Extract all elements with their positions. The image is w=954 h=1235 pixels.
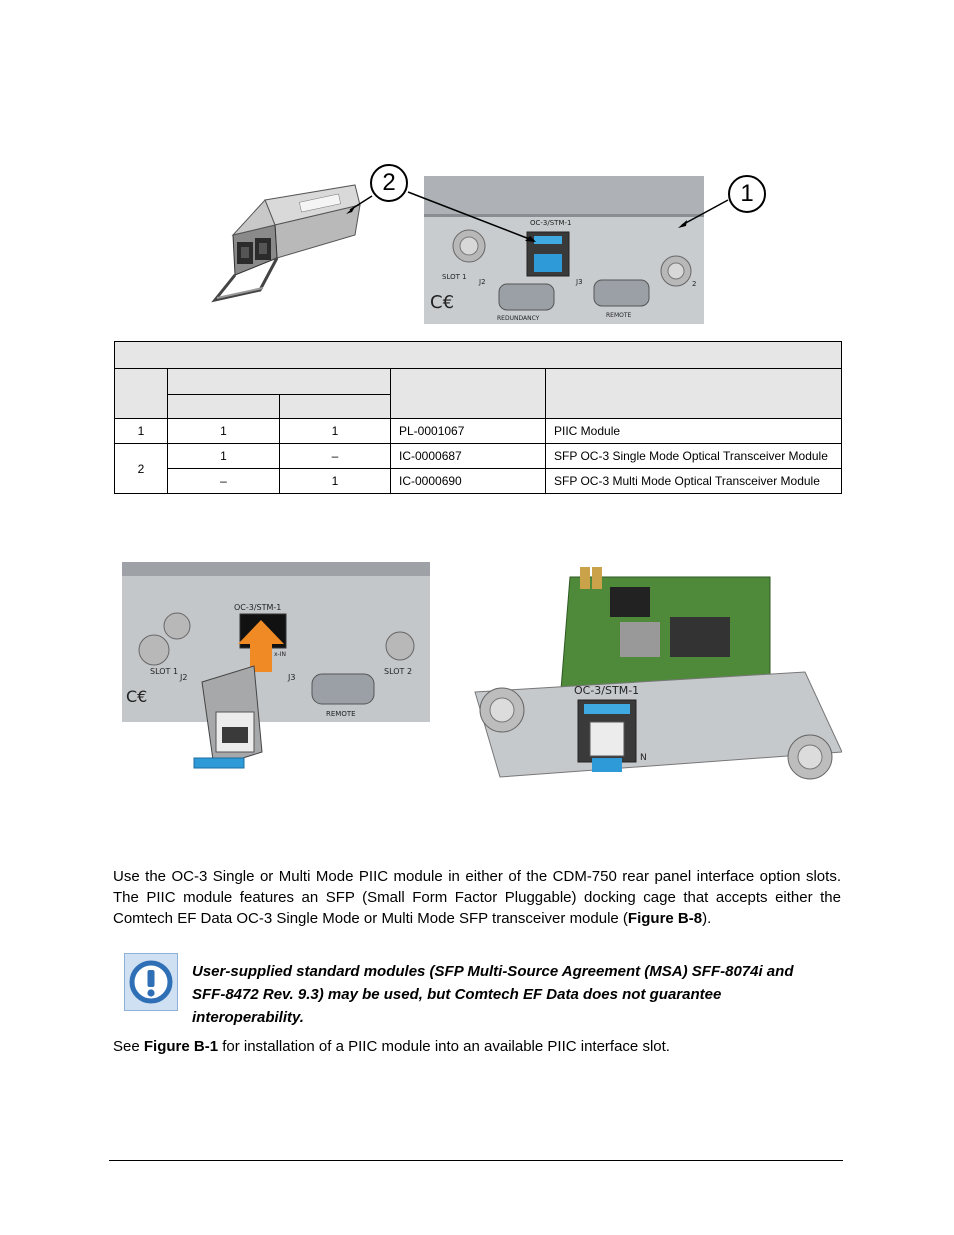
table-header-row	[115, 369, 842, 395]
left-j3: J3	[288, 673, 296, 682]
figure-b1-reference[interactable]: Figure B-1	[143, 1038, 219, 1055]
table-row	[115, 469, 842, 494]
header-qty-a	[168, 395, 280, 419]
intro-paragraph	[113, 866, 841, 929]
j2-label: J2	[479, 278, 486, 286]
footer-rule	[109, 1160, 843, 1161]
callout-2: 2	[370, 164, 408, 202]
see-prefix: See	[113, 1038, 144, 1055]
slot1-label: SLOT 1	[442, 273, 467, 281]
callout-leaders	[0, 0, 954, 340]
svg-text:C€: C€	[126, 687, 148, 706]
intro-text: Use the OC-3 Single or Multi Mode PIIC module in either of the CDM-750 rear panel interface option slots. The PIIC module features an SFP (Small Form Factor Pluggable) docking cage that accepts either the Comtech EF Data OC-3 Single Mode or Multi Mode SFP transceiver module (	[113, 868, 841, 927]
figure-b8-reference[interactable]: Figure B-8	[627, 910, 703, 927]
notice-text: User-supplied standard modules (SFP Multi-Source Agreement (MSA) SFF-8074i and SFF-8472 Rev. 9.3) may be used, but Comtech EF Data does not guarantee interoperability.	[192, 963, 794, 1026]
cell-qty-b: –	[280, 444, 391, 469]
cell-item: 1	[115, 419, 168, 444]
header-desc	[546, 369, 842, 419]
intro-text-end: ).	[702, 910, 712, 927]
remote-label: REMOTE	[606, 312, 632, 319]
left-remote: REMOTE	[326, 710, 356, 718]
left-panel-label: OC-3/STM-1	[234, 603, 282, 612]
piic-card-image	[470, 562, 842, 787]
table-title-row	[115, 342, 842, 369]
table-row	[115, 444, 842, 469]
cell-part: IC-0000690	[391, 469, 546, 494]
left-slot2: SLOT 2	[384, 667, 413, 676]
cell-qty-a: –	[168, 469, 280, 494]
cell-part: PL-0001067	[391, 419, 546, 444]
header-item	[115, 369, 168, 419]
left-j2: J2	[180, 673, 188, 682]
cell-qty-a: 1	[168, 419, 280, 444]
cell-desc: PIIC Module	[546, 419, 842, 444]
table-row	[115, 419, 842, 444]
svg-text:C€: C€	[430, 292, 455, 313]
left-in: x-IN	[274, 651, 286, 658]
header-qty-b	[280, 395, 391, 419]
left-slot1: SLOT 1	[150, 667, 179, 676]
cell-qty-a: 1	[168, 444, 280, 469]
see-suffix: for installation of a PIIC module into an available PIIC interface slot.	[218, 1038, 670, 1055]
right-panel-label: OC-3/STM-1	[574, 684, 640, 697]
cell-qty-b: 1	[280, 419, 391, 444]
notice-icon	[124, 953, 178, 1011]
parts-table	[114, 341, 842, 494]
slot2-label: 2	[692, 280, 697, 288]
table-title-cell	[115, 342, 842, 369]
cell-desc: SFP OC-3 Multi Mode Optical Transceiver Module	[546, 469, 842, 494]
j3-label: J3	[576, 278, 583, 286]
redundancy-label: REDUNDANCY	[497, 315, 540, 322]
see-paragraph	[113, 1036, 670, 1057]
cell-qty-b: 1	[280, 469, 391, 494]
cell-part: IC-0000687	[391, 444, 546, 469]
callout-1: 1	[728, 175, 766, 213]
header-part	[391, 369, 546, 419]
cell-item: 2	[115, 444, 168, 494]
panel-label: OC-3/STM-1	[530, 219, 572, 227]
sfp-insertion-image	[122, 562, 430, 780]
right-n: N	[640, 753, 647, 763]
header-qty	[168, 369, 391, 395]
cell-desc: SFP OC-3 Single Mode Optical Transceiver Module	[546, 444, 842, 469]
